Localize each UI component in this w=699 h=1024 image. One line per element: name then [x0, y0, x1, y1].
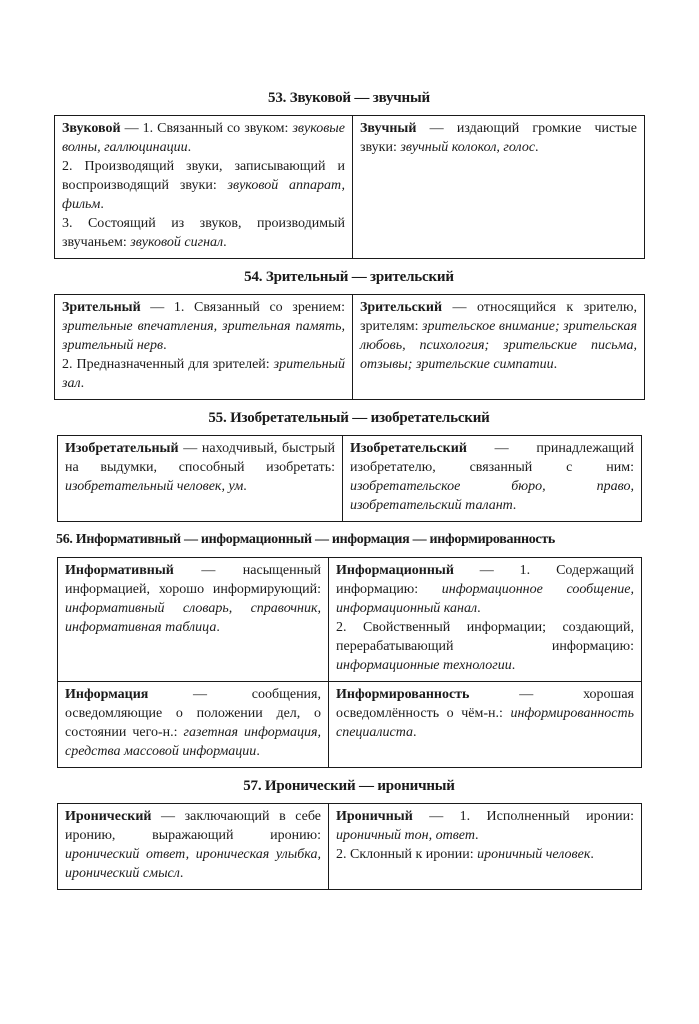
- headword: Изобретательский: [350, 441, 467, 456]
- definition-text: .: [163, 338, 167, 353]
- usage-example: информационное сообщение, информационный канал: [336, 582, 634, 616]
- entry-heading-54: 54. Зрительный — зрительский: [244, 269, 454, 285]
- usage-example: звучный колокол, голос: [400, 140, 536, 155]
- definition-cell: [329, 682, 642, 768]
- definition-line: [62, 157, 345, 214]
- definition-text: .: [413, 725, 417, 740]
- definition-text: — 1. Связанный со звуком:: [120, 121, 293, 136]
- definition-cell: [55, 295, 353, 400]
- definition-line: [336, 807, 634, 845]
- usage-example: информационные технологии: [336, 658, 512, 673]
- definition-cell: [353, 116, 645, 259]
- usage-example: зрительные впечатления, зрительная память, зрительный нерв: [62, 319, 345, 353]
- headword: Зрительский: [360, 300, 443, 315]
- definition-text: .: [511, 658, 516, 673]
- definition-line: [62, 119, 345, 157]
- headword: Ироничный: [336, 809, 413, 824]
- definition-text: 3. Состоящий из звуков, производимый звучаньем:: [62, 216, 345, 250]
- headword: Звучный: [360, 121, 417, 136]
- definition-line: [350, 439, 634, 515]
- definition-text: .: [223, 235, 227, 250]
- definition-text: .: [535, 140, 539, 155]
- definition-text: — издающий громкие чистые звуки:: [360, 121, 637, 155]
- usage-example: изобретательный человек, ум: [65, 479, 244, 494]
- definition-text: .: [553, 357, 558, 372]
- definition-line: [65, 685, 321, 761]
- definition-cell: [329, 804, 642, 890]
- headword: Информированность: [336, 687, 470, 702]
- definition-text: — относящийся к зрителю, зрителям:: [360, 300, 637, 334]
- headword: Изобретательный: [65, 441, 179, 456]
- headword: Информация: [65, 687, 149, 702]
- headword: Звуковой: [62, 121, 121, 136]
- definition-line: [62, 355, 345, 393]
- definition-text: — находчивый, быстрый на выдумки, способный изобретать:: [65, 441, 335, 475]
- usage-example: информированность специалиста: [336, 706, 634, 740]
- entry-table-54: [54, 294, 645, 400]
- definition-text: — хорошая осведомлённость о чём-н.:: [336, 687, 634, 721]
- definition-line: [65, 439, 335, 496]
- usage-example: зрительское внимание; зрительская любовь, психология; зрительские письма, отзывы; зрительские симпатии: [360, 319, 638, 372]
- usage-example: иронический ответ, ироническая улыбка, иронический смысл: [65, 847, 321, 881]
- entry-heading-56: 56. Информативный — информационный — информация — информированность: [56, 532, 556, 547]
- usage-example: зрительный зал: [62, 357, 345, 391]
- usage-example: звуковые волны, галлюцинации: [62, 121, 345, 155]
- entry-table-57: [57, 803, 642, 890]
- definition-text: .: [243, 479, 247, 494]
- definition-cell: [58, 804, 329, 890]
- definition-line: [62, 214, 345, 252]
- definition-cell: [58, 682, 329, 768]
- definition-line: [65, 561, 321, 637]
- dictionary-page: [52, 88, 646, 898]
- definition-text: — насыщенный информацией, хорошо информирующий:: [65, 563, 321, 597]
- entry-heading-53: 53. Звуковой — звучный: [268, 90, 430, 106]
- usage-example: ироничный человек: [477, 847, 591, 862]
- definition-text: 2. Предназначенный для зрителей:: [62, 357, 274, 372]
- definition-text: .: [216, 620, 220, 635]
- definition-line: [360, 298, 637, 374]
- definition-cell: [343, 436, 642, 522]
- definition-line: [65, 807, 321, 883]
- entry-table-53: [54, 115, 645, 259]
- headword: Зрительный: [62, 300, 141, 315]
- usage-example: газетная информация, средства массовой информации: [65, 725, 321, 759]
- definition-line: [62, 298, 345, 355]
- entry-table-55: [57, 435, 642, 522]
- definition-line: [336, 561, 634, 618]
- entry-heading-57: 57. Иронический — ироничный: [243, 778, 455, 794]
- definition-line: [336, 618, 634, 675]
- definition-line: [336, 845, 634, 864]
- definition-text: — 1. Содержащий информацию:: [336, 563, 634, 597]
- definition-text: .: [474, 828, 479, 843]
- definition-text: .: [590, 847, 594, 862]
- definition-cell: [353, 295, 645, 400]
- usage-example: информативный словарь, справочник, информативная таблица: [65, 601, 321, 635]
- definition-text: 2. Производящий звуки, записывающий и воспроизводящий звуки:: [62, 159, 345, 193]
- definition-text: 2. Склонный к иронии:: [336, 847, 478, 862]
- usage-example: изобретательское бюро, право, изобретательский талант: [350, 479, 634, 513]
- definition-cell: [55, 116, 353, 259]
- definition-line: [360, 119, 637, 157]
- definition-text: .: [179, 866, 184, 881]
- headword: Информационный: [336, 563, 454, 578]
- definition-line: [336, 685, 634, 742]
- definition-text: .: [256, 744, 260, 759]
- definition-cell: [58, 436, 343, 522]
- definition-text: .: [512, 498, 517, 513]
- usage-example: ироничный тон, ответ: [336, 828, 475, 843]
- definition-text: — 1. Исполненный иронии:: [412, 809, 634, 824]
- definition-text: .: [477, 601, 481, 616]
- definition-text: .: [80, 376, 85, 391]
- headword: Информативный: [65, 563, 174, 578]
- usage-example: звуковой аппарат, фильм: [62, 178, 345, 212]
- definition-text: — заключающий в себе иронию, выражающий иронию:: [65, 809, 321, 843]
- definition-text: 2. Свойственный информации; создающий, перерабатывающий информацию:: [336, 620, 634, 654]
- entry-heading-55: 55. Изобретательный — изобретательский: [208, 410, 490, 426]
- headword: Иронический: [65, 809, 152, 824]
- definition-text: — сообщения, осведомляющие о положении дел, о состоянии чего-н.:: [65, 687, 321, 740]
- definition-cell: [329, 558, 642, 682]
- definition-text: — 1. Связанный со зрением:: [140, 300, 345, 315]
- definition-cell: [58, 558, 329, 682]
- definition-text: — принадлежащий изобретателю, связанный с ним:: [350, 441, 634, 475]
- definition-text: .: [100, 197, 104, 212]
- usage-example: звуковой сигнал: [130, 235, 224, 250]
- entry-table-56: [57, 557, 642, 768]
- definition-text: .: [187, 140, 192, 155]
